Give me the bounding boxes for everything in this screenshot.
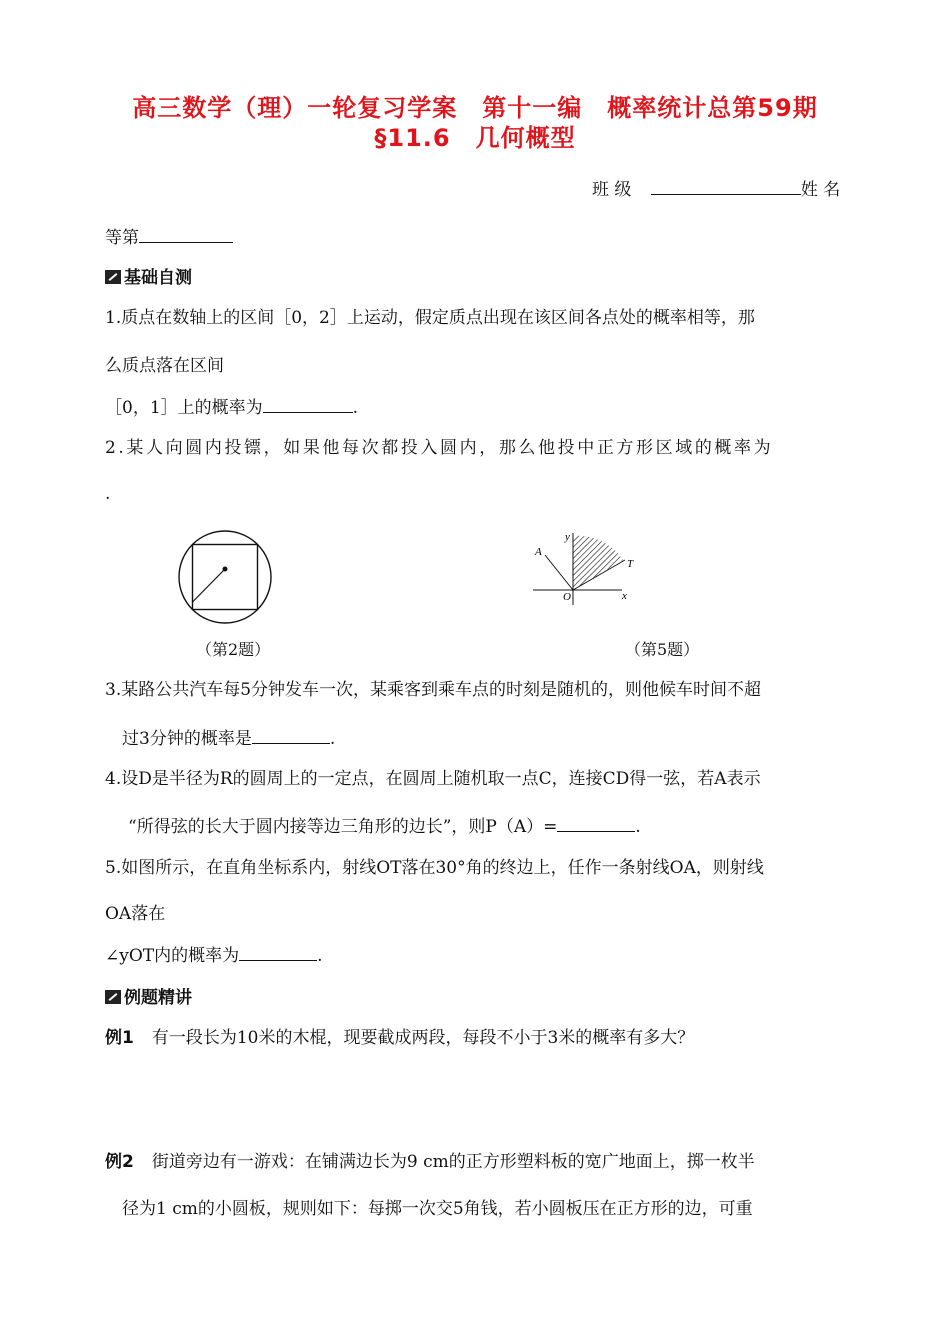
label-t: T: [627, 558, 634, 570]
example-1-tag: 例1: [105, 1028, 134, 1048]
period: .: [317, 946, 323, 966]
section-examples-heading: [105, 983, 192, 1008]
problem-1-line-2: 么质点落在区间: [105, 356, 224, 376]
center-dot: [223, 567, 228, 572]
caption-figure-5: （第5题）: [625, 640, 700, 659]
grade-label: 等第: [105, 228, 139, 248]
example-1-text: 有一段长为10米的木棍，现要截成两段，每段不小于3米的概率有多大？: [151, 1028, 695, 1048]
label-x: x: [622, 590, 627, 602]
pencil-icon: [105, 990, 121, 1004]
grade-row: [105, 226, 233, 249]
name-label: 姓 名: [800, 180, 841, 200]
problem-4-line-1: 4.设D是半径为R的圆周上的一定点，在圆周上随机取一点C，连接CD得一弦，若A表示: [105, 769, 761, 789]
problem-3-line-1: 3.某路公共汽车每5分钟发车一次，某乘客到乘车点的时刻是随机的，则他候车时间不超: [105, 680, 762, 700]
problem-4-blank[interactable]: [557, 815, 635, 832]
grade-blank[interactable]: [139, 226, 233, 243]
problem-3-line-2: [122, 727, 335, 750]
problem-1-text: ［0，1］上的概率为: [105, 398, 263, 418]
section-basic-heading: [105, 263, 192, 288]
problem-5-blank[interactable]: [239, 944, 317, 961]
inscribed-square: [193, 545, 258, 610]
problem-1-blank[interactable]: [263, 396, 353, 413]
class-label: 班 级: [592, 180, 632, 200]
radius-line: [193, 569, 226, 602]
problem-2-line-1: 2.某人向圆内投镖，如果他每次都投入圆内，那么他投中正方形区域的概率为: [105, 438, 774, 458]
example-2-tag: 例2: [105, 1152, 134, 1172]
period: .: [635, 817, 641, 837]
section-basic-label: 基础自测: [124, 268, 192, 288]
page-title: 高三数学（理）一轮复习学案 第十一编 概率统计总第59期: [132, 94, 818, 122]
problem-3-blank[interactable]: [252, 727, 330, 744]
label-y: y: [565, 531, 570, 543]
example-2-line-2: 径为1 cm的小圆板，规则如下：每掷一次交5角钱，若小圆板压在正方形的边，可重: [122, 1199, 753, 1219]
page-subtitle: §11.6 几何概型: [374, 124, 576, 152]
class-blank[interactable]: [651, 178, 801, 195]
label-a: A: [535, 546, 542, 558]
problem-3-text: 过3分钟的概率是: [122, 729, 252, 749]
example-1: [105, 1027, 694, 1049]
problem-1-line-1: 1.质点在数轴上的区间［0，2］上运动，假定质点出现在该区间各点处的概率相等，那: [105, 308, 755, 328]
example-2-line-1: [105, 1151, 755, 1173]
problem-5-line-1: 5.如图所示，在直角坐标系内，射线OT落在30°角的终边上，任作一条射线OA，则射线: [105, 858, 764, 878]
caption-figure-2: （第2题）: [196, 640, 271, 659]
problem-1-line-3: [105, 396, 358, 419]
ray-oa: [545, 555, 573, 590]
label-o: O: [563, 591, 571, 603]
example-2-text: 街道旁边有一游戏：在铺满边长为9 cm的正方形塑料板的宽广地面上，掷一枚半: [151, 1152, 755, 1172]
class-name-row: [592, 178, 840, 201]
problem-2-line-2: .: [105, 484, 111, 504]
problem-4-line-2: [128, 815, 641, 838]
shaded-sector: [573, 536, 623, 590]
problem-5-line-2: OA落在: [105, 904, 166, 924]
section-examples-label: 例题精讲: [124, 988, 192, 1008]
period: .: [329, 729, 336, 749]
period: .: [352, 398, 359, 418]
figure-coordinate-rays: [525, 527, 645, 607]
problem-5-text: ∠yOT内的概率为: [105, 946, 240, 966]
problem-4-text: “所得弦的长大于圆内接等边三角形的边长”，则P（A）=: [128, 817, 558, 837]
problem-5-line-3: [105, 944, 323, 967]
figure-circle-square: [172, 524, 282, 634]
pencil-icon: [105, 270, 121, 284]
